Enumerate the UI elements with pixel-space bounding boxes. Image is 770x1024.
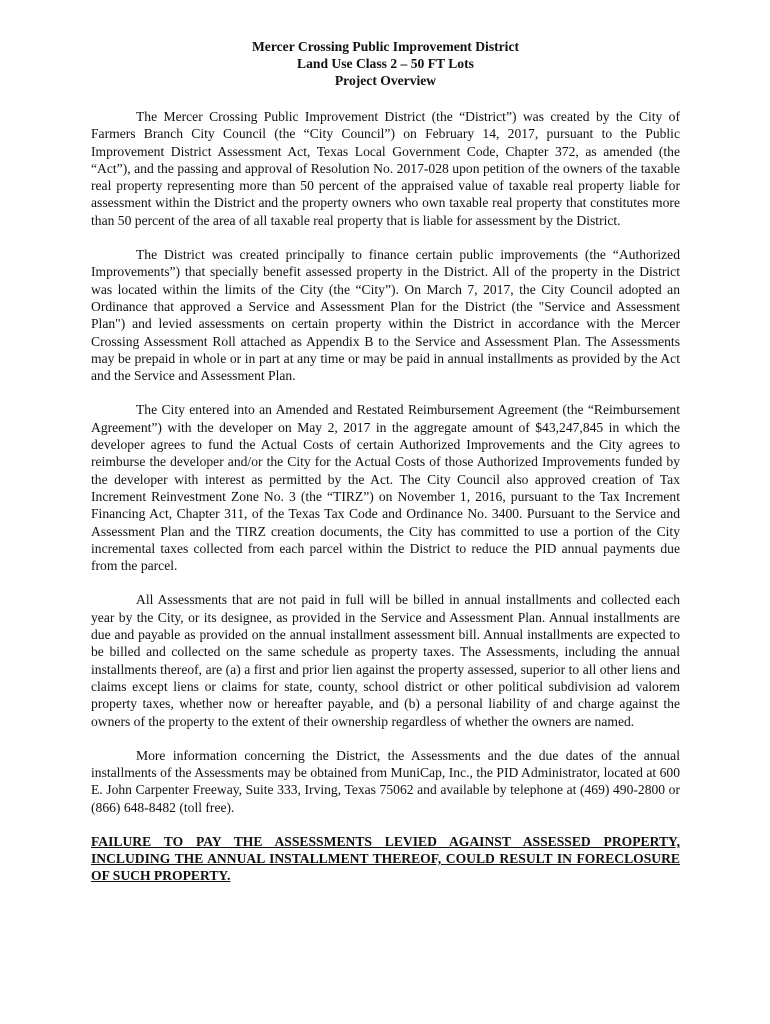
land-use-class-title: Land Use Class 2 – 50 FT Lots — [297, 56, 474, 71]
district-title: Mercer Crossing Public Improvement District — [251, 39, 520, 54]
project-overview-title: Project Overview — [334, 73, 437, 88]
paragraph-authorized-improvements: The District was created principally to finance certain public improvements (the “Authorized Improvements”) that specially benefit assessed property in the District. All of the property in the District was located within the limits of the City (the “City”). On March 7, 2017, the City Council adopted an Ordinance that approved a Service and Assessment Plan for the District (the "Service and Assessment Plan") and levied assessments on certain property within the District in accordance with the Mercer Crossing Assessment Roll attached as Appendix B to the Service and Assessment Plan. The Assessments may be prepaid in whole or in part at any time or may be paid in annual installments as provided by the Act and the Service and Assessment Plan. — [91, 247, 680, 384]
paragraph-assessment-installments: All Assessments that are not paid in full will be billed in annual installments and collected each year by the City, or its designee, as provided in the Service and Assessment Plan. Annual installments are due and payable as provided on the annual installment assessment bill. Annual installments are expected to be billed and collected on the same schedule as property taxes. The Assessments, including the annual installments thereof, are (a) a first and prior lien against the property assessed, superior to all other liens and claims except liens or claims for state, county, school district or other political subdivision ad valorem property taxes, whether now or hereafter payable, and (b) a personal liability of and charge against the owners of the property to the extent of their ownership regardless of whether the owners are named. — [91, 592, 680, 729]
paragraph-reimbursement-agreement: The City entered into an Amended and Restated Reimbursement Agreement (the “Reimbursement Agreement”) with the developer on May 2, 2017 in the aggregate amount of $43,247,845 in which the developer agrees to fund the Actual Costs of certain Authorized Improvements and the City agrees to reimburse the developer and/or the City for the Actual Costs of those Authorized Improvements funded by the developer with interest as permitted by the Act. The City Council also approved creation of Tax Increment Reinvestment Zone No. 3 (the “TIRZ”) on November 1, 2016, pursuant to the Tax Increment Financing Act, Chapter 311, of the Texas Tax Code and Ordinance No. 3400. Pursuant to the Service and Assessment Plan and the TIRZ creation documents, the City has committed to use a portion of the City incremental taxes collected from each parcel within the District to reduce the PID annual payments due from the parcel. — [91, 402, 680, 574]
document-page — [91, 38, 680, 884]
document-header — [91, 38, 680, 89]
foreclosure-warning: FAILURE TO PAY THE ASSESSMENTS LEVIED AGAINST ASSESSED PROPERTY, INCLUDING THE ANNUAL INSTALLMENT THEREOF, COULD RESULT IN FORECLOSURE OF SUCH PROPERTY. — [91, 833, 680, 883]
paragraph-more-information: More information concerning the District, the Assessments and the due dates of the annual installments of the Assessments may be obtained from MuniCap, Inc., the PID Administrator, located at 600 E. John Carpenter Freeway, Suite 333, Irving, Texas 75062 and available by telephone at (469) 490-2800 or (866) 648-8482 (toll free). — [91, 747, 680, 815]
paragraph-district-creation: The Mercer Crossing Public Improvement District (the “District”) was created by the City of Farmers Branch City Council (the “City Council”) on February 14, 2017, pursuant to the Public Improvement District Assessment Act, Texas Local Government Code, Chapter 372, as amended (the “Act”), and the passing and approval of Resolution No. 2017-028 upon petition of the owners of the taxable real property representing more than 50 percent of the appraised value of taxable real property liable for assessment within the District and the property owners who own taxable real property that constitutes more than 50 percent of the area of all taxable real property that is liable for assessment by the District. — [91, 109, 680, 228]
